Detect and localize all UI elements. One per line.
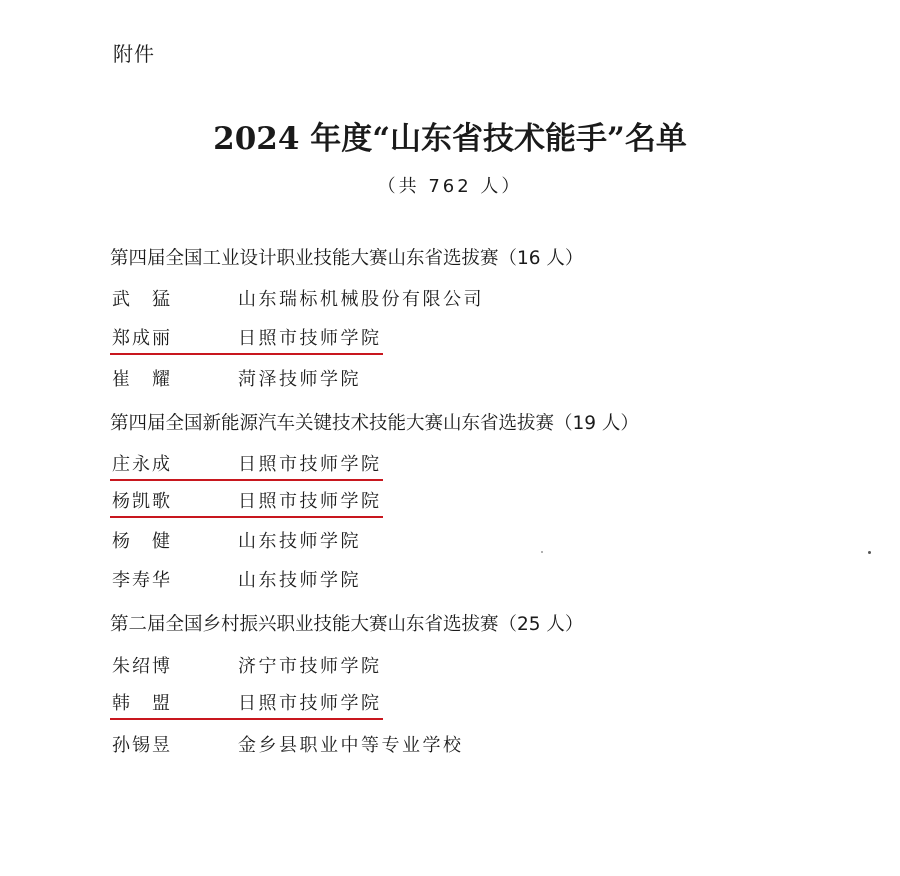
person-name: 崔 耀 [112, 369, 172, 390]
organization-name: 山东技师学院 [238, 570, 361, 591]
highlight-underline [110, 718, 383, 720]
person-name: 李寿华 [112, 570, 172, 591]
scan-speck [868, 551, 871, 554]
highlight-underline [110, 479, 383, 481]
organization-name: 日照市技师学院 [238, 454, 382, 475]
person-name: 杨凯歌 [112, 491, 172, 512]
person-name: 郑成丽 [112, 328, 172, 349]
section-heading-new-energy-vehicle: 第四届全国新能源汽车关键技术技能大赛山东省选拔赛（19 人） [110, 413, 639, 434]
attachment-label: 附件 [113, 42, 155, 66]
document-title: 2024 年度“山东省技术能手”名单 [213, 121, 687, 157]
person-name: 杨 健 [112, 531, 172, 552]
person-name: 武 猛 [112, 289, 172, 310]
organization-name: 山东瑞标机械股份有限公司 [238, 289, 484, 310]
organization-name: 济宁市技师学院 [238, 656, 382, 677]
person-name: 孙锡昱 [112, 735, 172, 756]
organization-name: 金乡县职业中等专业学校 [238, 735, 464, 756]
organization-name: 菏泽技师学院 [238, 369, 361, 390]
highlight-underline [110, 516, 383, 518]
document-subtitle: （共 762 人） [377, 176, 523, 197]
organization-name: 山东技师学院 [238, 531, 361, 552]
scan-speck [541, 551, 543, 553]
organization-name: 日照市技师学院 [238, 693, 382, 714]
organization-name: 日照市技师学院 [238, 491, 382, 512]
section-heading-industrial-design: 第四届全国工业设计职业技能大赛山东省选拔赛（16 人） [110, 248, 584, 269]
section-heading-rural-revitalization: 第二届全国乡村振兴职业技能大赛山东省选拔赛（25 人） [110, 614, 584, 635]
organization-name: 日照市技师学院 [238, 328, 382, 349]
person-name: 朱绍博 [112, 656, 172, 677]
highlight-underline [110, 353, 383, 355]
person-name: 韩 盟 [112, 693, 172, 714]
person-name: 庄永成 [112, 454, 172, 475]
